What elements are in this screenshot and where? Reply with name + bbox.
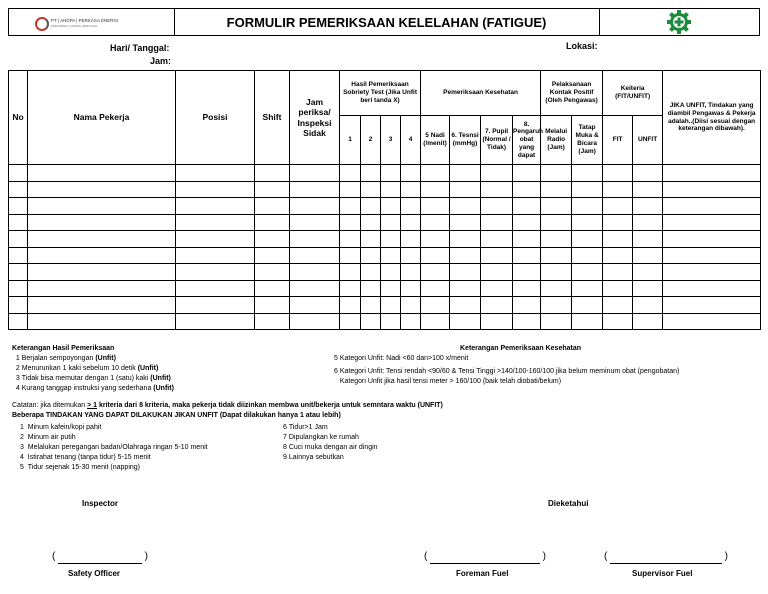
entry-cell[interactable]: [572, 165, 603, 182]
entry-cell[interactable]: [663, 280, 761, 297]
entry-cell[interactable]: [9, 313, 28, 330]
table-row: [9, 313, 761, 330]
entry-cell[interactable]: [541, 313, 572, 330]
entry-cell[interactable]: [663, 181, 761, 198]
entry-cell[interactable]: [481, 214, 513, 231]
entry-cell[interactable]: [340, 198, 361, 215]
entry-cell[interactable]: [450, 247, 481, 264]
table-row: [9, 198, 761, 215]
entry-cell[interactable]: [340, 313, 361, 330]
table-row: [9, 181, 761, 198]
entry-cell[interactable]: [28, 247, 176, 264]
entry-cell[interactable]: [176, 214, 255, 231]
location-label: Lokasi:: [566, 41, 598, 51]
entry-cell[interactable]: [176, 313, 255, 330]
entry-cell[interactable]: [603, 165, 633, 182]
entry-cell[interactable]: [513, 297, 541, 314]
entry-cell[interactable]: [9, 247, 28, 264]
entry-cell[interactable]: [9, 165, 28, 182]
col-shift: Shift: [255, 71, 290, 165]
entry-cell[interactable]: [9, 264, 28, 281]
entry-cell[interactable]: [28, 280, 176, 297]
entry-cell[interactable]: [603, 181, 633, 198]
entry-cell[interactable]: [450, 231, 481, 248]
entry-cell[interactable]: [255, 264, 290, 281]
entry-cell[interactable]: [381, 313, 401, 330]
entry-cell[interactable]: [401, 214, 421, 231]
kesehatan-obat: 8. Pengaruh obat yang dapat: [513, 116, 541, 165]
entry-cell[interactable]: [255, 214, 290, 231]
col-jika-unfit: JIKA UNFIT, Tindakan yang diambil Pengawas & Pekerja adalah..(Diisi sesuai dengan keterangan dibawah).: [663, 71, 761, 165]
entry-cell[interactable]: [340, 165, 361, 182]
entry-cell[interactable]: [9, 181, 28, 198]
entry-cell[interactable]: [290, 198, 340, 215]
entry-cell[interactable]: [340, 264, 361, 281]
keiteria-unfit: UNFIT: [633, 116, 663, 165]
entry-cell[interactable]: [381, 214, 401, 231]
entry-cell[interactable]: [176, 181, 255, 198]
entry-cell[interactable]: [340, 247, 361, 264]
list-item: 3 Tidak bisa memutar dengan 1 (satu) kaki (Unfit): [15, 375, 171, 382]
entry-cell[interactable]: [401, 165, 421, 182]
entry-cell[interactable]: [255, 165, 290, 182]
entry-cell[interactable]: [481, 313, 513, 330]
entry-cell[interactable]: [255, 181, 290, 198]
col-kesehatan: Pemeriksaan Kesehatan: [421, 71, 541, 116]
entry-cell[interactable]: [401, 247, 421, 264]
inspector-label: Inspector: [82, 499, 119, 508]
logo-subtext: PERTAMINA | MINING SERVICES: [51, 24, 98, 28]
entry-cell[interactable]: [663, 297, 761, 314]
kesehatan-nadi: 5 Nadi (/menit): [421, 116, 450, 165]
entry-cell[interactable]: [481, 247, 513, 264]
kesehatan-pupil: 7. Pupil (Normal / Tidak): [481, 116, 513, 165]
list-item: 1 Minum kafein/kopi pahit: [20, 424, 102, 431]
entry-cell[interactable]: [401, 264, 421, 281]
entry-cell[interactable]: [340, 297, 361, 314]
entry-cell[interactable]: [663, 231, 761, 248]
kontak-tatap-muka: Tatap Muka & Bicara (Jam): [572, 116, 603, 165]
tindakan-title: Beberapa TINDAKAN YANG DAPAT DILAKUKAN JIKAN UNFIT (Dapat dilakukan hanya 1 atau lebih): [12, 412, 341, 419]
entry-cell[interactable]: [450, 280, 481, 297]
safety-officer-label: Safety Officer: [68, 569, 121, 578]
company-logo-icon: [35, 17, 49, 31]
list-item: 4 Kurang tanggap instruksi yang sederhana (Unfit): [15, 385, 174, 392]
entry-cell[interactable]: [481, 165, 513, 182]
entry-cell[interactable]: [176, 231, 255, 248]
entry-cell[interactable]: [541, 247, 572, 264]
entry-cell[interactable]: [633, 313, 663, 330]
safety-cross-gear-icon: [666, 9, 692, 35]
kesehatan-title: Keterangan Pemeriksaan Kesehatan: [460, 345, 581, 352]
col-no: No: [9, 71, 28, 165]
entry-cell[interactable]: [421, 165, 450, 182]
list-item: 5 Tidur sejenak 15-30 menit (napping): [20, 464, 140, 471]
entry-cell[interactable]: [513, 313, 541, 330]
entry-cell[interactable]: [401, 198, 421, 215]
entry-cell[interactable]: [541, 264, 572, 281]
entry-cell[interactable]: [176, 297, 255, 314]
entry-cell[interactable]: [290, 247, 340, 264]
entry-cell[interactable]: [255, 198, 290, 215]
entry-cell[interactable]: [663, 165, 761, 182]
entry-cell[interactable]: [28, 165, 176, 182]
sobriety-4: 4: [401, 116, 421, 165]
list-item: Kategori Unfit jika hasil tensi meter > 160/100 (baik telah diobati/belum): [339, 378, 562, 385]
entry-cell[interactable]: [513, 231, 541, 248]
entry-cell[interactable]: [421, 231, 450, 248]
entry-cell[interactable]: [633, 297, 663, 314]
entry-cell[interactable]: [541, 214, 572, 231]
entry-cell[interactable]: [401, 313, 421, 330]
hasil-title: Keterangan Hasil Pemeriksaan: [12, 345, 115, 352]
date-label: Hari/ Tanggal:: [110, 43, 170, 53]
table-row: [9, 280, 761, 297]
entry-cell[interactable]: [513, 165, 541, 182]
entry-cell[interactable]: [361, 280, 381, 297]
logo: [9, 9, 175, 35]
entry-cell[interactable]: [633, 214, 663, 231]
tindakan-right: [283, 423, 378, 463]
entry-cell[interactable]: [401, 297, 421, 314]
entry-cell[interactable]: [603, 313, 633, 330]
table-row: [9, 165, 761, 182]
entry-cell[interactable]: [603, 198, 633, 215]
keiteria-fit: FIT: [603, 116, 633, 165]
entry-cell[interactable]: [176, 198, 255, 215]
entry-cell[interactable]: [361, 214, 381, 231]
entry-cell[interactable]: [513, 198, 541, 215]
entry-cell[interactable]: [541, 297, 572, 314]
entry-cell[interactable]: [572, 313, 603, 330]
entry-cell[interactable]: [633, 165, 663, 182]
entry-cell[interactable]: [633, 231, 663, 248]
entry-cell[interactable]: [255, 297, 290, 314]
list-item: 7 Dipulangkan ke rumah: [283, 434, 359, 441]
entry-cell[interactable]: [450, 181, 481, 198]
catatan: Catatan: jika ditemukan > 1 kriteria dari 8 kriteria, maka pekerja tidak diizinkan membwa unit/bekerja untuk semntara waktu (UNFIT) Beberapa TINDAKAN YANG DAPAT DILAKUKAN JIKAN UNFIT (Dapat dilakukan hanya 1 atau lebih): [12, 402, 443, 419]
entry-cell[interactable]: [9, 231, 28, 248]
table-row: [9, 297, 761, 314]
entry-cell[interactable]: [176, 247, 255, 264]
entry-cell[interactable]: [28, 181, 176, 198]
entry-cell[interactable]: [381, 231, 401, 248]
entry-cell[interactable]: [450, 214, 481, 231]
entry-cell[interactable]: [176, 280, 255, 297]
entry-cell[interactable]: [572, 231, 603, 248]
entry-cell[interactable]: [381, 181, 401, 198]
fatigue-table: [8, 70, 761, 330]
entry-cell[interactable]: [421, 297, 450, 314]
entry-cell[interactable]: [603, 214, 633, 231]
entry-cell[interactable]: [28, 313, 176, 330]
entry-cell[interactable]: [663, 198, 761, 215]
list-item: 2 Menurunkan 1 kaki sebelum 10 detik (Unfit): [15, 365, 159, 372]
entry-cell[interactable]: [401, 231, 421, 248]
list-item: 9 Lainnya sebutkan: [283, 454, 344, 461]
entry-cell[interactable]: [290, 181, 340, 198]
entry-cell[interactable]: [255, 313, 290, 330]
col-nama: Nama Pekerja: [28, 71, 176, 165]
logo-text: PT | ANDPA | PERKASA ENERGI: [51, 18, 119, 23]
entry-cell[interactable]: [421, 181, 450, 198]
entry-cell[interactable]: [450, 264, 481, 281]
entry-cell[interactable]: [381, 247, 401, 264]
entry-cell[interactable]: [290, 264, 340, 281]
diketahui-label: Dieketahui: [548, 499, 589, 508]
list-item: 5 Kategori Unfit: Nadi <60 dan>100 x/menit: [334, 355, 469, 362]
entry-cell[interactable]: [340, 280, 361, 297]
entry-cell[interactable]: [290, 280, 340, 297]
entry-cell[interactable]: [633, 280, 663, 297]
entry-cell[interactable]: [663, 264, 761, 281]
entry-cell[interactable]: [633, 198, 663, 215]
entry-cell[interactable]: [401, 280, 421, 297]
entry-cell[interactable]: [572, 181, 603, 198]
time-label: Jam:: [150, 56, 172, 66]
form-title: FORMULIR PEMERIKSAAN KELELAHAN (FATIGUE): [174, 9, 600, 35]
entry-cell[interactable]: [481, 297, 513, 314]
entry-cell[interactable]: [572, 297, 603, 314]
entry-cell[interactable]: [381, 297, 401, 314]
entry-cell[interactable]: [9, 297, 28, 314]
list-item: 8 Cuci muka dengan air dingin: [283, 444, 378, 451]
list-item: 2 Minum air putih: [20, 434, 76, 441]
col-keiteria: Keiteria (FIT/UNFIT): [603, 71, 663, 116]
entry-cell[interactable]: [450, 313, 481, 330]
entry-cell[interactable]: [28, 198, 176, 215]
entry-cell[interactable]: [421, 264, 450, 281]
entry-cell[interactable]: [481, 198, 513, 215]
entry-cell[interactable]: [481, 280, 513, 297]
entry-cell[interactable]: [176, 264, 255, 281]
entry-cell[interactable]: [633, 247, 663, 264]
entry-cell[interactable]: [28, 231, 176, 248]
entry-cell[interactable]: [633, 181, 663, 198]
entry-cell[interactable]: [663, 247, 761, 264]
entry-cell[interactable]: [513, 181, 541, 198]
sobriety-2: 2: [361, 116, 381, 165]
entry-cell[interactable]: [421, 247, 450, 264]
entry-cell[interactable]: [361, 165, 381, 182]
entry-cell[interactable]: [290, 297, 340, 314]
entry-cell[interactable]: [633, 264, 663, 281]
entry-cell[interactable]: [340, 181, 361, 198]
entry-cell[interactable]: [603, 280, 633, 297]
entry-cell[interactable]: [28, 264, 176, 281]
entry-cell[interactable]: [361, 231, 381, 248]
entry-cell[interactable]: [28, 214, 176, 231]
entry-cell[interactable]: [381, 198, 401, 215]
table-row: [9, 214, 761, 231]
entry-cell[interactable]: [421, 214, 450, 231]
entry-cell[interactable]: [541, 231, 572, 248]
entry-cell[interactable]: [481, 264, 513, 281]
entry-cell[interactable]: [572, 264, 603, 281]
entry-cell[interactable]: [361, 198, 381, 215]
table-row: [9, 231, 761, 248]
entry-cell[interactable]: [255, 247, 290, 264]
entry-cell[interactable]: [541, 181, 572, 198]
entry-cell[interactable]: [541, 165, 572, 182]
entry-cell[interactable]: [381, 280, 401, 297]
entry-cell[interactable]: [450, 297, 481, 314]
entry-cell[interactable]: [481, 181, 513, 198]
entry-cell[interactable]: [290, 313, 340, 330]
entry-cell[interactable]: [381, 165, 401, 182]
form-header: [8, 8, 760, 36]
entry-cell[interactable]: [28, 297, 176, 314]
sobriety-1: 1: [340, 116, 361, 165]
list-item: 1 Berjalan sempoyongan (Unfit): [15, 355, 116, 362]
entry-cell[interactable]: [572, 214, 603, 231]
entry-cell[interactable]: [450, 165, 481, 182]
sobriety-3: 3: [381, 116, 401, 165]
entry-cell[interactable]: [603, 231, 633, 248]
entry-cell[interactable]: [603, 247, 633, 264]
entry-cell[interactable]: [401, 181, 421, 198]
entry-cell[interactable]: [255, 231, 290, 248]
entry-cell[interactable]: [9, 214, 28, 231]
entry-cell[interactable]: [176, 165, 255, 182]
entry-cell[interactable]: [663, 313, 761, 330]
col-pelaksanaan: Pelaksanaan Kontak Positif (Oleh Pengawas): [541, 71, 603, 116]
table-row: [9, 264, 761, 281]
entry-cell[interactable]: [603, 264, 633, 281]
entry-cell[interactable]: [9, 280, 28, 297]
entry-cell[interactable]: [361, 313, 381, 330]
entry-cell[interactable]: [361, 181, 381, 198]
list-item: 3 Melalukan peregangan badan/Olahraga ringan 5-10 menit: [20, 444, 208, 451]
list-item: 6 Kategori Unfit: Tensi rendah <90/60 & Tensi Tinggi >140/100-160/100 jika belum meminum obat (pengobatan): [334, 368, 680, 375]
entry-cell[interactable]: [541, 280, 572, 297]
supervisor-label: Supervisor Fuel: [632, 569, 693, 578]
entry-cell[interactable]: [513, 264, 541, 281]
entry-cell[interactable]: [361, 297, 381, 314]
entry-cell[interactable]: [481, 231, 513, 248]
entry-cell[interactable]: [421, 198, 450, 215]
kontak-radio: Melalui Radio (Jam): [541, 116, 572, 165]
entry-cell[interactable]: [513, 247, 541, 264]
entry-cell[interactable]: [541, 198, 572, 215]
kesehatan-tensi: 6. Tesnsi (mmHg): [450, 116, 481, 165]
notes-hasil: [12, 344, 174, 394]
col-posisi: Posisi: [176, 71, 255, 165]
entry-cell[interactable]: [513, 280, 541, 297]
notes-kesehatan: [334, 354, 679, 387]
entry-cell[interactable]: [421, 280, 450, 297]
entry-cell[interactable]: [340, 231, 361, 248]
table-row: [9, 247, 761, 264]
entry-cell[interactable]: [603, 297, 633, 314]
entry-cell[interactable]: [421, 313, 450, 330]
entry-cell[interactable]: [9, 198, 28, 215]
entry-cell[interactable]: [290, 165, 340, 182]
entry-cell[interactable]: [572, 280, 603, 297]
list-item: 4 Istirahat tenang (tanpa tidur) 5-15 menit: [20, 454, 151, 461]
entry-cell[interactable]: [450, 198, 481, 215]
entry-cell[interactable]: [290, 214, 340, 231]
entry-cell[interactable]: [513, 214, 541, 231]
col-sobriety: Hasil Pemeriksaan Sobriety Test (Jika Unfit beri tanda X): [340, 71, 421, 116]
entry-cell[interactable]: [572, 247, 603, 264]
safety-icon-cell: [599, 9, 759, 35]
entry-cell[interactable]: [290, 231, 340, 248]
entry-cell[interactable]: [572, 198, 603, 215]
entry-cell[interactable]: [361, 264, 381, 281]
tindakan-left: [20, 423, 208, 473]
entry-cell[interactable]: [381, 264, 401, 281]
entry-cell[interactable]: [340, 214, 361, 231]
entry-cell[interactable]: [361, 247, 381, 264]
entry-cell[interactable]: [663, 214, 761, 231]
entry-cell[interactable]: [255, 280, 290, 297]
foreman-label: Foreman Fuel: [456, 569, 509, 578]
col-jam: Jam periksa/ Inspeksi Sidak: [290, 71, 340, 165]
list-item: 6 Tidur>1 Jam: [283, 424, 328, 431]
